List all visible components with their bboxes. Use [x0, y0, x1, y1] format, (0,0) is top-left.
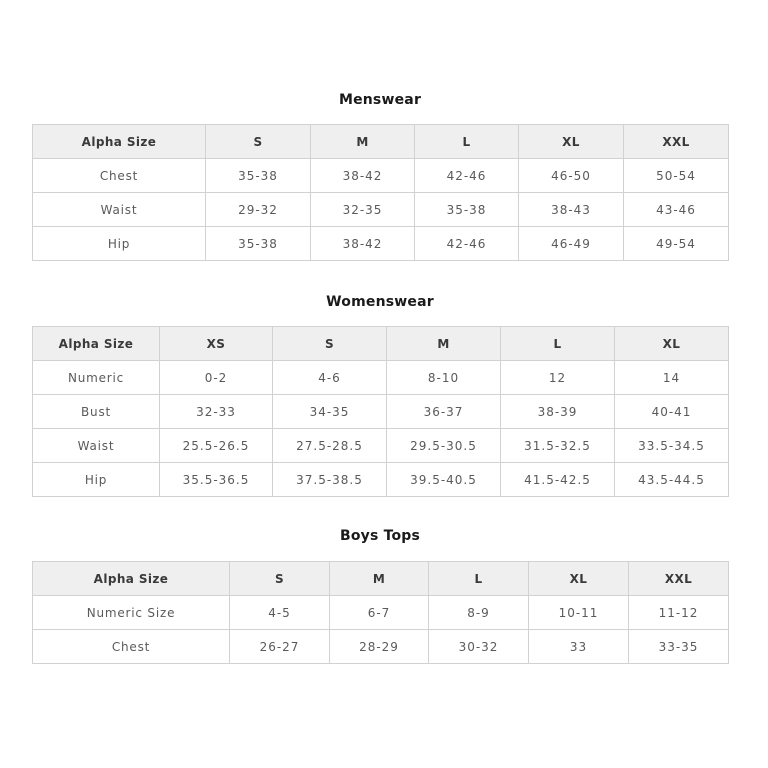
section-title: Boys Tops [339, 528, 421, 544]
table-cell: 35-38 [415, 193, 519, 227]
table-cell: 43.5-44.5 [615, 463, 729, 497]
table-cell: 42-46 [415, 159, 519, 193]
table-cell: 31.5-32.5 [501, 429, 615, 463]
table-cell: 41.5-42.5 [501, 463, 615, 497]
row-label: Waist [33, 193, 206, 227]
table-cell: 25.5-26.5 [160, 429, 273, 463]
table-row [33, 630, 729, 664]
table-row [33, 596, 729, 630]
table-cell: 42-46 [415, 227, 519, 261]
header-cell: L [501, 327, 615, 361]
table-row [33, 395, 729, 429]
table-cell: 32-33 [160, 395, 273, 429]
section-title: Womenswear [326, 294, 434, 310]
header-cell: XS [160, 327, 273, 361]
table-cell: 8-10 [387, 361, 501, 395]
header-cell: M [311, 125, 415, 159]
table-cell: 33 [529, 630, 629, 664]
table-row [33, 193, 729, 227]
header-cell: XL [615, 327, 729, 361]
boys-tops-section [32, 526, 728, 666]
table-header-row [33, 327, 729, 361]
menswear-size-table [32, 124, 729, 261]
row-label: Bust [33, 395, 160, 429]
table-cell: 36-37 [387, 395, 501, 429]
table-cell: 29.5-30.5 [387, 429, 501, 463]
table-cell: 29-32 [206, 193, 311, 227]
table-cell: 37.5-38.5 [273, 463, 387, 497]
table-cell: 0-2 [160, 361, 273, 395]
table-cell: 34-35 [273, 395, 387, 429]
table-cell: 38-43 [519, 193, 624, 227]
table-cell: 39.5-40.5 [387, 463, 501, 497]
table-cell: 26-27 [230, 630, 330, 664]
table-cell: 11-12 [629, 596, 729, 630]
table-row [33, 429, 729, 463]
table-cell: 49-54 [624, 227, 729, 261]
table-cell: 33-35 [629, 630, 729, 664]
table-cell: 43-46 [624, 193, 729, 227]
table-header-row [33, 125, 729, 159]
table-header-row [33, 562, 729, 596]
row-label: Chest [33, 630, 230, 664]
table-cell: 50-54 [624, 159, 729, 193]
header-cell: L [415, 125, 519, 159]
header-cell: M [387, 327, 501, 361]
header-cell: Alpha Size [33, 327, 160, 361]
table-cell: 10-11 [529, 596, 629, 630]
header-cell: L [429, 562, 529, 596]
table-row [33, 227, 729, 261]
table-cell: 8-9 [429, 596, 529, 630]
table-cell: 30-32 [429, 630, 529, 664]
table-row [33, 361, 729, 395]
boys-tops-size-table [32, 561, 729, 664]
row-label: Hip [33, 463, 160, 497]
table-cell: 38-39 [501, 395, 615, 429]
table-cell: 28-29 [330, 630, 429, 664]
row-label: Numeric Size [33, 596, 230, 630]
table-cell: 33.5-34.5 [615, 429, 729, 463]
header-cell: S [273, 327, 387, 361]
header-cell: S [230, 562, 330, 596]
table-cell: 38-42 [311, 227, 415, 261]
row-label: Numeric [33, 361, 160, 395]
menswear-section [32, 88, 728, 263]
row-label: Hip [33, 227, 206, 261]
row-label: Chest [33, 159, 206, 193]
table-cell: 46-49 [519, 227, 624, 261]
table-cell: 35-38 [206, 159, 311, 193]
table-cell: 32-35 [311, 193, 415, 227]
table-cell: 38-42 [311, 159, 415, 193]
header-cell: XL [529, 562, 629, 596]
table-row [33, 463, 729, 497]
table-cell: 35.5-36.5 [160, 463, 273, 497]
section-title: Menswear [338, 92, 422, 108]
table-cell: 35-38 [206, 227, 311, 261]
header-cell: XXL [624, 125, 729, 159]
header-cell: Alpha Size [33, 562, 230, 596]
table-cell: 14 [615, 361, 729, 395]
row-label: Waist [33, 429, 160, 463]
header-cell: Alpha Size [33, 125, 206, 159]
header-cell: M [330, 562, 429, 596]
header-cell: XXL [629, 562, 729, 596]
header-cell: S [206, 125, 311, 159]
header-cell: XL [519, 125, 624, 159]
womenswear-size-table [32, 326, 729, 497]
table-cell: 6-7 [330, 596, 429, 630]
table-cell: 12 [501, 361, 615, 395]
table-row [33, 159, 729, 193]
table-cell: 46-50 [519, 159, 624, 193]
table-cell: 4-6 [273, 361, 387, 395]
table-cell: 40-41 [615, 395, 729, 429]
womenswear-section [32, 290, 728, 500]
table-cell: 4-5 [230, 596, 330, 630]
table-cell: 27.5-28.5 [273, 429, 387, 463]
